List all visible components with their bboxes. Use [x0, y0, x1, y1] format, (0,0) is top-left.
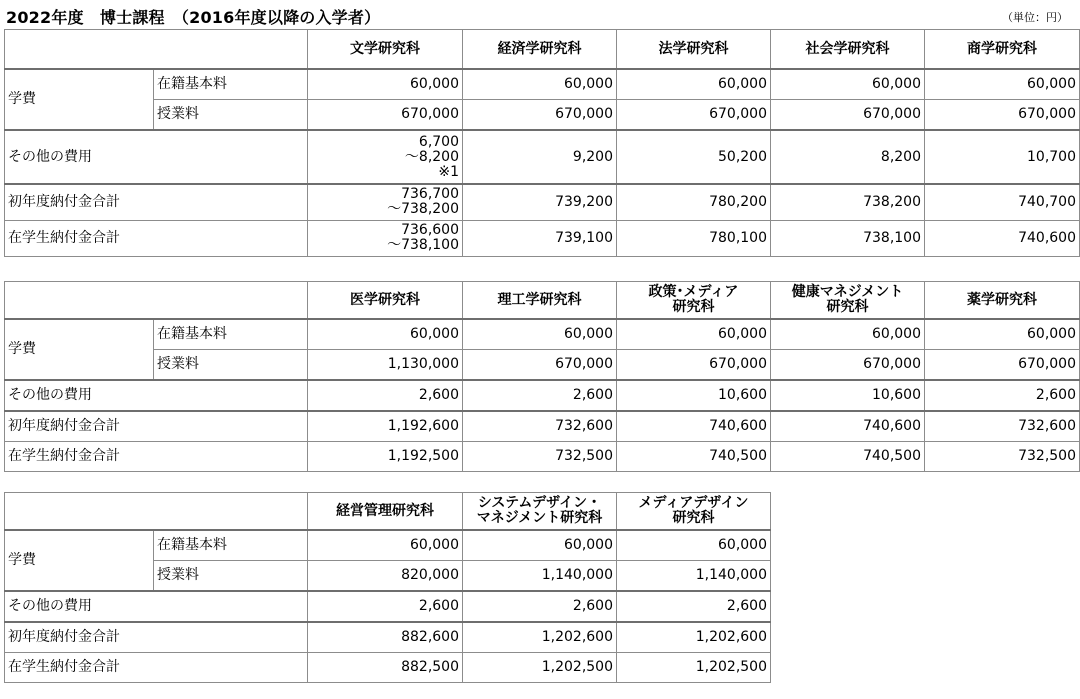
value-cell: 732,500	[463, 442, 617, 472]
value-cell: 60,000	[771, 319, 925, 350]
dept-header: 文学研究科	[308, 30, 463, 70]
corner-cell	[5, 493, 308, 531]
value-cell: 60,000	[617, 69, 771, 100]
first-year-total-row	[5, 622, 771, 653]
value-cell: 670,000	[308, 100, 463, 131]
dept-header-line: システムデザイン・	[477, 495, 602, 511]
value-cell: 2,600	[463, 591, 617, 622]
value-cell: 10,700	[925, 130, 1080, 184]
other-fees-row	[5, 591, 771, 622]
dept-header-line: 政策･メディア	[648, 284, 739, 300]
current-student-total-label: 在学生納付金合計	[5, 442, 308, 472]
range-high: ～738,200	[387, 201, 459, 218]
range-high: ～8,200	[404, 148, 459, 165]
value-cell: 670,000	[617, 350, 771, 381]
value-cell: 1,192,500	[308, 442, 463, 472]
value-cell: 1,202,600	[617, 622, 771, 653]
other-fees-label: その他の費用	[5, 380, 308, 411]
fee-table-3	[4, 492, 771, 683]
lecture-fee-label: 授業料	[154, 350, 308, 381]
dept-header: 社会学研究科	[771, 30, 925, 70]
corner-cell	[5, 282, 308, 320]
value-cell: 732,500	[925, 442, 1080, 472]
value-cell: 739,200	[463, 184, 617, 220]
value-cell: 732,600	[925, 411, 1080, 442]
first-year-total-row	[5, 184, 1080, 220]
lecture-fee-row	[5, 100, 1080, 131]
value-cell: 60,000	[463, 530, 617, 561]
other-fees-label: その他の費用	[5, 130, 308, 184]
value-cell: 740,600	[771, 411, 925, 442]
value-cell: 740,700	[925, 184, 1080, 220]
value-cell: 732,600	[463, 411, 617, 442]
other-fees-row	[5, 130, 1080, 184]
corner-cell	[5, 30, 308, 70]
value-cell: 2,600	[308, 591, 463, 622]
value-cell: 780,100	[617, 220, 771, 256]
dept-header-line: 研究科	[672, 510, 715, 526]
fee-table-2	[4, 281, 1080, 472]
value-cell: 1,192,600	[308, 411, 463, 442]
value-cell: 670,000	[617, 100, 771, 131]
value-cell: 740,500	[617, 442, 771, 472]
value-cell: 1,130,000	[308, 350, 463, 381]
value-cell: 670,000	[463, 350, 617, 381]
header-row	[5, 493, 771, 531]
first-year-total-row	[5, 411, 1080, 442]
enrollment-base-row	[5, 319, 1080, 350]
value-cell: 670,000	[771, 350, 925, 381]
enrollment-base-row	[5, 69, 1080, 100]
dept-header: 医学研究科	[308, 282, 463, 320]
value-cell: 740,600	[925, 220, 1080, 256]
value-cell: 60,000	[463, 319, 617, 350]
value-cell: 882,500	[308, 653, 463, 683]
fee-table-1	[4, 29, 1080, 257]
value-cell: 60,000	[617, 530, 771, 561]
enrollment-base-label: 在籍基本料	[154, 69, 308, 100]
dept-header: 法学研究科	[617, 30, 771, 70]
value-cell: 10,600	[617, 380, 771, 411]
value-cell-range	[308, 130, 463, 184]
dept-header: 薬学研究科	[925, 282, 1080, 320]
value-cell: 738,200	[771, 184, 925, 220]
value-cell: 60,000	[617, 319, 771, 350]
value-cell: 60,000	[771, 69, 925, 100]
value-cell: 9,200	[463, 130, 617, 184]
value-cell: 1,202,600	[463, 622, 617, 653]
value-cell: 670,000	[771, 100, 925, 131]
dept-header-line: マネジメント研究科	[476, 510, 603, 526]
value-cell: 882,600	[308, 622, 463, 653]
other-fees-label: その他の費用	[5, 591, 308, 622]
first-year-total-label: 初年度納付金合計	[5, 184, 308, 220]
range-low: 736,600	[401, 222, 459, 238]
value-cell: 670,000	[925, 100, 1080, 131]
value-cell: 670,000	[463, 100, 617, 131]
enrollment-base-label: 在籍基本料	[154, 530, 308, 561]
value-cell-range	[308, 184, 463, 220]
footnote-mark: ※1	[438, 163, 459, 180]
value-cell: 2,600	[925, 380, 1080, 411]
enrollment-base-label: 在籍基本料	[154, 319, 308, 350]
value-cell: 60,000	[308, 69, 463, 100]
dept-header-line: メディアデザイン	[638, 495, 749, 511]
value-cell: 2,600	[308, 380, 463, 411]
dept-header: 商学研究科	[925, 30, 1080, 70]
range-low: 736,700	[401, 186, 459, 203]
value-cell: 820,000	[308, 561, 463, 592]
range-low: 6,700	[418, 133, 459, 150]
value-cell: 60,000	[925, 69, 1080, 100]
page-title: 2022年度 博士課程 （2016年度以降の入学者）	[6, 8, 381, 27]
value-cell: 60,000	[463, 69, 617, 100]
value-cell: 740,600	[617, 411, 771, 442]
dept-header	[617, 282, 771, 320]
first-year-total-label: 初年度納付金合計	[5, 622, 308, 653]
value-cell: 2,600	[617, 591, 771, 622]
tuition-label: 学費	[5, 530, 154, 591]
value-cell: 10,600	[771, 380, 925, 411]
value-cell: 738,100	[771, 220, 925, 256]
current-student-total-label: 在学生納付金合計	[5, 653, 308, 683]
unit-note: （単位：円）	[1002, 11, 1068, 24]
dept-header-line: 研究科	[826, 299, 869, 315]
first-year-total-label: 初年度納付金合計	[5, 411, 308, 442]
value-cell: 739,100	[463, 220, 617, 256]
dept-header: 経済学研究科	[463, 30, 617, 70]
current-student-total-row	[5, 442, 1080, 472]
dept-header: 経営管理研究科	[308, 493, 463, 531]
current-student-total-label: 在学生納付金合計	[5, 220, 308, 256]
value-cell: 60,000	[308, 530, 463, 561]
value-cell: 1,140,000	[617, 561, 771, 592]
lecture-fee-label: 授業料	[154, 100, 308, 131]
dept-header-line: 研究科	[672, 299, 715, 315]
current-student-total-row	[5, 653, 771, 683]
lecture-fee-row	[5, 350, 1080, 381]
dept-header: 理工学研究科	[463, 282, 617, 320]
current-student-total-row	[5, 220, 1080, 256]
dept-header-line: 健康マネジメント	[791, 284, 904, 300]
tuition-label: 学費	[5, 69, 154, 130]
dept-header	[463, 493, 617, 531]
value-cell: 60,000	[308, 319, 463, 350]
header-row	[5, 282, 1080, 320]
dept-header	[771, 282, 925, 320]
value-cell: 50,200	[617, 130, 771, 184]
value-cell: 670,000	[925, 350, 1080, 381]
enrollment-base-row	[5, 530, 771, 561]
header-row	[5, 30, 1080, 70]
value-cell-range	[308, 220, 463, 256]
dept-header	[617, 493, 771, 531]
other-fees-row	[5, 380, 1080, 411]
value-cell: 1,202,500	[617, 653, 771, 683]
value-cell: 8,200	[771, 130, 925, 184]
value-cell: 780,200	[617, 184, 771, 220]
range-high: ～738,100	[387, 237, 459, 253]
value-cell: 1,202,500	[463, 653, 617, 683]
lecture-fee-label: 授業料	[154, 561, 308, 592]
tuition-label: 学費	[5, 319, 154, 380]
value-cell: 60,000	[925, 319, 1080, 350]
value-cell: 1,140,000	[463, 561, 617, 592]
value-cell: 740,500	[771, 442, 925, 472]
value-cell: 2,600	[463, 380, 617, 411]
